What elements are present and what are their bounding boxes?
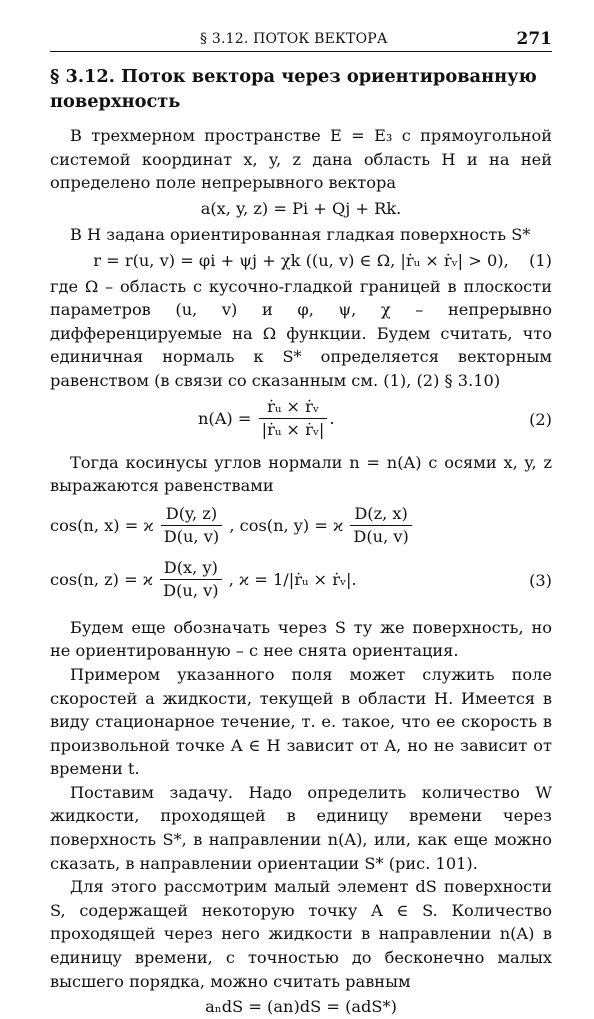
paragraph-4: Тогда косинусы углов нормали n = n(A) с осями x, y, z выражаются равенствами [50,452,552,496]
equation-2-lhs: n(A) = [198,408,252,428]
equation-1-body: r = r(u, v) = φi + ψj + χk ((u, v) ∈ Ω, |ṙᵤ × ṙᵥ| > 0), [93,250,509,270]
paragraph-2: В H задана ориентированная гладкая поверхность S* [70,225,531,245]
equation-3b-body [50,558,357,601]
jacobian-yz-fraction [161,504,222,547]
jacobian-xy-fraction [160,558,221,601]
equation-3a [50,504,552,556]
equation-2-fraction [259,397,328,440]
jacobian-xy-denominator: D(u, v) [163,580,219,600]
cos-y-expression: , cos(n, y) = ϰ [229,515,344,535]
running-head [50,0,552,52]
jacobian-yz-denominator: D(u, v) [163,526,220,546]
jacobian-xy-numerator: D(x, y) [160,558,221,580]
paragraph-8: Для этого рассмотрим малый элемент dS поверхности S, содержащей некоторую точку A ∈ S. Количество проходящей через него жидкости в направлении n(A) в единицу времени, с точностью до бесконечно малых высшего порядка, можно считать равным [50,877,552,991]
equation-1 [50,249,552,273]
cos-z-expression: cos(n, z) = ϰ [50,569,153,589]
equation-2-number: (2) [529,409,552,429]
running-head-title: § 3.12. ПОТОК ВЕКТОРА [200,31,388,47]
paragraph-3: где Ω – область с кусочно-гладкой границей в плоскости параметров (u, v) и φ, ψ, χ – непрерывно дифференцируемые на Ω функции. Будем считать, что единичная нормаль к S* определяется векторным равенством (в связи со сказанным см. (1), (2) § 3.10) [50,276,552,390]
paragraph-7: Поставим задачу. Надо определить количество W жидкости, проходящей в единицу времени через поверхность S*, в направлении n(A), или, как еще можно сказать, в направлении ориентации S* (рис. 101). [50,782,552,873]
jacobian-zx-numerator: D(z, x) [350,504,411,526]
equation-1-number: (1) [529,250,552,270]
equation-2-body: n(A) = $\frac{\text{ṙᵤ × ṙᵥ}}{\text{|ṙᵤ × ṙᵥ|}}$ . [198,396,335,439]
cos-x-expression: cos(n, x) = ϰ [50,515,154,535]
section-heading: § 3.12. Поток вектора через ориентированную поверхность [50,66,537,112]
jacobian-zx-fraction [350,504,411,547]
equation-2-numerator: ṙᵤ × ṙᵥ [259,397,328,419]
header-rule [50,51,552,52]
formula-flux-element: aₙdS = (an)dS = (adS*) [205,997,397,1017]
paragraph-6: Примером указанного поля может служить поле скоростей a жидкости, текущей в области H. Имеется в виду стационарное течение, т. е. такое, что ее скорость в произвольной точке A ∈ H зависит от A, но не зависит от времени t. [50,664,552,779]
equation-3a-body [50,504,414,547]
equation-2-denominator: |ṙᵤ × ṙᵥ| [261,419,325,439]
equation-3b [50,558,552,610]
page-number: 271 [516,29,552,49]
formula-vector-field: a(x, y, z) = Pi + Qj + Rk. [200,198,402,218]
equation-3-number: (3) [529,570,552,590]
kappa-definition: , ϰ = 1/|ṙᵤ × ṙᵥ|. [228,569,357,589]
jacobian-yz-numerator: D(y, z) [161,504,222,526]
jacobian-zx-denominator: D(u, v) [353,526,409,546]
paragraph-1: В трехмерном пространстве E = E₃ с прямоугольной системой координат x, y, z дана область H и на ней определено поле непрерывного вектора [50,126,552,193]
equation-2 [50,397,552,447]
paragraph-5: Будем еще обозначать через S ту же поверхность, но не ориентированную – с нее снята ориентация. [50,617,552,661]
